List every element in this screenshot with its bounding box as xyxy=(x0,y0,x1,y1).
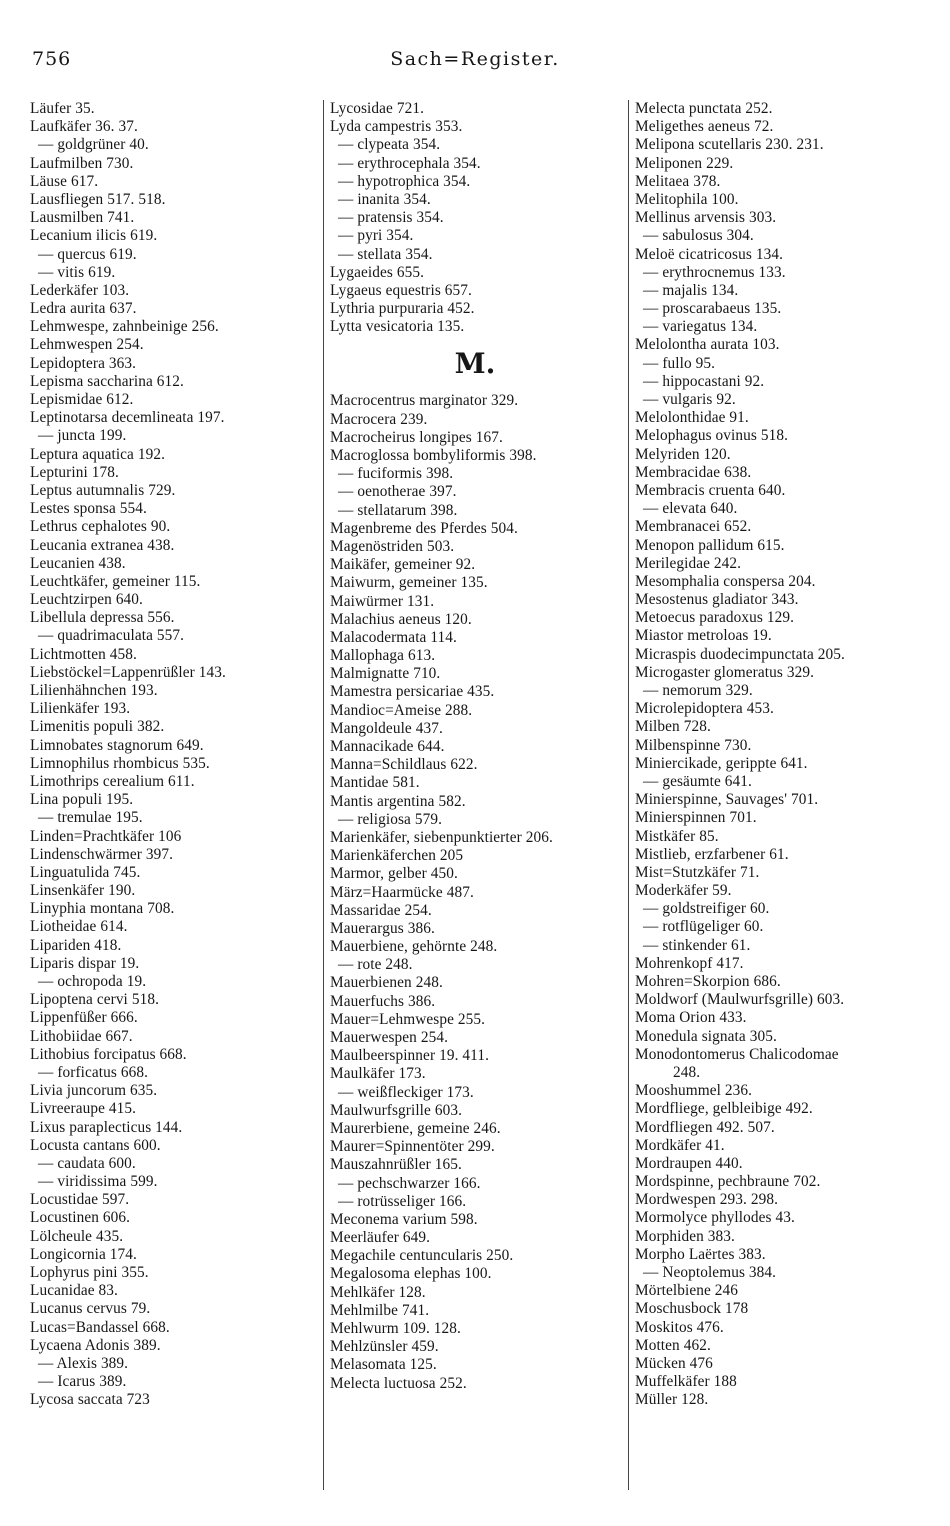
index-entry: — fuciformis 398. xyxy=(338,465,454,483)
index-entry: Milbenspinne 730. xyxy=(635,736,752,754)
index-entry: Magenöstriden 503. xyxy=(330,537,455,555)
index-entry: Leuchtkäfer, gemeiner 115. xyxy=(30,572,201,590)
index-entry: Lindenschwärmer 397. xyxy=(30,845,174,863)
index-entry: Leuchtzirpen 640. xyxy=(30,591,143,609)
index-entry: Muffelkäfer 188 xyxy=(635,1373,737,1391)
index-entry: Locusta cantans 600. xyxy=(30,1136,161,1154)
index-entry: Lestes sponsa 554. xyxy=(30,500,147,518)
index-entry: — vitis 619. xyxy=(38,263,116,281)
index-entry: — tremulae 195. xyxy=(38,809,143,827)
index-entry: — stellatarum 398. xyxy=(338,501,458,519)
index-entry: Locustinen 606. xyxy=(30,1209,131,1227)
index-entry: Lygaeus equestris 657. xyxy=(330,281,472,299)
index-entry: Morphiden 383. xyxy=(635,1227,735,1245)
index-entry: — gesäumte 641. xyxy=(643,772,752,790)
index-entry: Melitaea 378. xyxy=(635,172,721,190)
index-entry: Maulbeerspinner 19. 411. xyxy=(330,1047,490,1065)
index-entry: Lygaeides 655. xyxy=(330,263,425,281)
index-entry: Liparis dispar 19. xyxy=(30,954,140,972)
index-entry: Lytta vesicatoria 135. xyxy=(330,318,465,336)
index-column-1 xyxy=(30,100,330,1410)
index-entry: Lepidoptera 363. xyxy=(30,354,137,372)
index-entry: Lilienkäfer 193. xyxy=(30,700,131,718)
index-entry: Leptinotarsa decemlineata 197. xyxy=(30,409,225,427)
index-entry: Minierspinne, Sauvages' 701. xyxy=(635,791,819,809)
index-entry: Mordfliege, gelbleibige 492. xyxy=(635,1100,813,1118)
running-head: Sach=Register. xyxy=(390,48,560,70)
index-entry: — majalis 134. xyxy=(643,281,739,299)
index-entry: Lilienhähnchen 193. xyxy=(30,682,158,699)
index-entry: Mallophaga 613. xyxy=(330,647,436,665)
index-entry: Mamestra persicariae 435. xyxy=(330,683,495,701)
index-entry: Lederkäfer 103. xyxy=(30,281,130,299)
index-entry: Melecta luctuosa 252. xyxy=(330,1374,467,1392)
index-entry: Maikäfer, gemeiner 92. xyxy=(330,556,476,574)
index-entry: Lepismidae 612. xyxy=(30,391,134,408)
index-entry: — sabulosus 304. xyxy=(643,227,754,245)
index-entry: Maiwürmer 131. xyxy=(330,592,435,610)
index-entry: — Icarus 389. xyxy=(38,1373,127,1391)
index-entry: Membranacei 652. xyxy=(635,518,752,536)
index-entry: — fullo 95. xyxy=(643,354,716,372)
index-entry: Lepisma saccharina 612. xyxy=(30,372,184,390)
index-entry: Marienkäferchen 205 xyxy=(330,847,464,865)
index-entry: Lithobiidae 667. xyxy=(30,1027,133,1045)
index-entry: 248. xyxy=(673,1063,701,1081)
index-entry: Liebstöckel=Lappenrüßler 143. xyxy=(30,663,226,681)
index-entry: Mantis argentina 582. xyxy=(330,792,466,810)
index-entry: Lethrus cephalotes 90. xyxy=(30,518,171,536)
index-entry: Lucas=Bandassel 668. xyxy=(30,1318,170,1336)
index-entry: — Neoptolemus 384. xyxy=(643,1264,777,1281)
index-entry: Läufer 35. xyxy=(30,100,95,117)
index-entry: Membracidae 638. xyxy=(635,463,752,481)
index-entry: — erythrocnemus 133. xyxy=(643,263,786,281)
index-entry: Maiwurm, gemeiner 135. xyxy=(330,574,488,592)
index-entry: Meconema varium 598. xyxy=(330,1210,478,1228)
index-entry: — pyri 354. xyxy=(338,227,414,245)
index-entry: Membracis cruenta 640. xyxy=(635,481,786,499)
index-entry: Mauerbienen 248. xyxy=(330,974,443,992)
index-entry: Motten 462. xyxy=(635,1336,711,1354)
index-entry: Mauerbiene, gehörnte 248. xyxy=(330,938,498,956)
index-column-2 xyxy=(330,100,630,1393)
index-entry: — quercus 619. xyxy=(38,245,137,263)
index-entry: — rote 248. xyxy=(338,956,413,974)
index-entry: — vulgaris 92. xyxy=(643,391,736,408)
index-entry: — pratensis 354. xyxy=(338,209,444,227)
index-entry: Melolonthidae 91. xyxy=(635,409,749,427)
index-entry: — oenotherae 397. xyxy=(338,483,457,501)
index-entry: — stellata 354. xyxy=(338,245,433,263)
index-entry: — nemorum 329. xyxy=(643,682,753,699)
index-entry: Magenbreme des Pferdes 504. xyxy=(330,519,518,537)
index-entry: Marienkäfer, siebenpunktierter 206. xyxy=(330,828,553,846)
index-entry: Monodontomerus Chalicodomae xyxy=(635,1045,839,1063)
index-entry: Lixus paraplecticus 144. xyxy=(30,1118,183,1136)
index-entry: Mellinus arvensis 303. xyxy=(635,209,777,227)
index-entry: Ledra aurita 637. xyxy=(30,300,137,318)
index-entry: Limenitis populi 382. xyxy=(30,718,165,736)
index-entry: — proscarabaeus 135. xyxy=(643,300,782,318)
index-entry: März=Haarmücke 487. xyxy=(330,883,474,901)
index-entry: Lichtmotten 458. xyxy=(30,645,137,663)
index-entry: Mordspinne, pechbraune 702. xyxy=(635,1173,821,1191)
index-entry: Monedula signata 305. xyxy=(635,1027,777,1045)
index-entry: Lepturini 178. xyxy=(30,463,119,481)
index-entry: Mauer=Lehmwespe 255. xyxy=(330,1010,486,1028)
index-entry: Mauerargus 386. xyxy=(330,919,435,937)
index-entry: Melyriden 120. xyxy=(635,445,731,463)
index-entry: Macroglossa bombyliformis 398. xyxy=(330,447,537,464)
index-entry: Melitophila 100. xyxy=(635,190,739,208)
index-entry: Limothrips cerealium 611. xyxy=(30,772,195,790)
index-entry: Linsenkäfer 190. xyxy=(30,882,136,900)
index-entry: — elevata 640. xyxy=(643,500,738,518)
index-entry: Mangoldeule 437. xyxy=(330,719,443,737)
index-entry: Liotheidae 614. xyxy=(30,918,128,936)
index-entry: Menopon pallidum 615. xyxy=(635,536,785,554)
index-entry: Megachile centuncularis 250. xyxy=(330,1247,514,1265)
index-entry: Mordraupen 440. xyxy=(635,1154,743,1172)
index-entry: Longicornia 174. xyxy=(30,1245,137,1263)
index-entry: Massaridae 254. xyxy=(330,901,432,919)
index-entry: Maulwurfsgrille 603. xyxy=(330,1101,463,1119)
index-entry: Macrocheirus longipes 167. xyxy=(330,428,503,446)
index-entry: — pechschwarzer 166. xyxy=(338,1174,481,1192)
index-entry: Lipoptena cervi 518. xyxy=(30,991,160,1009)
index-entry: Lucanidae 83. xyxy=(30,1282,118,1300)
index-entry: — caudata 600. xyxy=(38,1154,136,1172)
index-entry: Mauerfuchs 386. xyxy=(330,992,436,1010)
index-entry: Lehmwespe, zahnbeinige 256. xyxy=(30,318,219,336)
index-entry: Mesomphalia conspersa 204. xyxy=(635,572,816,590)
index-entry: Lecanium ilicis 619. xyxy=(30,227,158,245)
index-entry: Malacodermata 114. xyxy=(330,628,457,646)
index-entry: — goldstreifiger 60. xyxy=(643,900,770,918)
index-entry: Livia juncorum 635. xyxy=(30,1082,158,1100)
index-entry: — Alexis 389. xyxy=(38,1354,129,1372)
index-entry: Mordfliegen 492. 507. xyxy=(635,1118,775,1136)
index-entry: Merilegidae 242. xyxy=(635,554,742,572)
index-entry: Lölcheule 435. xyxy=(30,1227,124,1245)
index-entry: Lithobius forcipatus 668. xyxy=(30,1045,187,1063)
index-entry: Mauerwespen 254. xyxy=(330,1029,448,1046)
index-entry: Malmignatte 710. xyxy=(330,665,441,683)
index-entry: Mauszahnrüßler 165. xyxy=(330,1156,462,1174)
index-entry: Mist=Stutzkäfer 71. xyxy=(635,863,760,881)
index-entry: Maulkäfer 173. xyxy=(330,1065,426,1083)
index-entry: Leucanien 438. xyxy=(30,554,126,572)
index-entry: — viridissima 599. xyxy=(38,1173,158,1191)
index-entry: Moldworf (Maulwurfsgrille) 603. xyxy=(635,991,845,1009)
index-entry: Locustidae 597. xyxy=(30,1191,130,1209)
index-entry: Linguatulida 745. xyxy=(30,863,141,881)
section-letter-heading: M. xyxy=(454,347,496,381)
index-entry: Lyda campestris 353. xyxy=(330,118,463,136)
index-entry: Lycaena Adonis 389. xyxy=(30,1336,161,1354)
index-entry: Mandioc=Ameise 288. xyxy=(330,701,473,719)
index-entry: Mantidae 581. xyxy=(330,774,420,792)
index-column-3 xyxy=(635,100,940,1410)
index-entry: Limnobates stagnorum 649. xyxy=(30,736,204,754)
index-entry: Manna=Schildlaus 622. xyxy=(330,756,478,774)
index-entry: Meerläufer 649. xyxy=(330,1229,431,1247)
page-number: 756 xyxy=(32,48,72,70)
index-entry: Minierspinnen 701. xyxy=(635,809,757,827)
index-entry: Lausmilben 741. xyxy=(30,209,135,227)
index-entry: Mohrenkopf 417. xyxy=(635,954,744,972)
index-entry: — stinkender 61. xyxy=(643,936,751,954)
index-entry: Microlepidoptera 453. xyxy=(635,700,774,718)
index-entry: Melasomata 125. xyxy=(330,1356,437,1374)
index-entry: Limnophilus rhombicus 535. xyxy=(30,754,210,772)
index-entry: Moderkäfer 59. xyxy=(635,882,732,900)
index-entry: Melolontha aurata 103. xyxy=(635,336,780,354)
index-entry: — juncta 199. xyxy=(38,427,127,445)
index-entry: Marmor, gelber 450. xyxy=(330,865,458,883)
index-entry: Meliponen 229. xyxy=(635,154,734,172)
index-entry: Linyphia montana 708. xyxy=(30,900,175,918)
page-header xyxy=(0,48,950,78)
index-entry: Mehlmilbe 741. xyxy=(330,1301,430,1319)
index-entry: Libellula depressa 556. xyxy=(30,609,175,627)
index-entry: Meligethes aeneus 72. xyxy=(635,118,774,136)
index-entry: Mehlwurm 109. 128. xyxy=(330,1320,461,1337)
index-entry: Lucanus cervus 79. xyxy=(30,1300,151,1318)
index-entry: — quadrimaculata 557. xyxy=(38,627,185,645)
index-entry: Lycosidae 721. xyxy=(330,100,425,117)
index-entry: Lehmwespen 254. xyxy=(30,336,144,354)
index-entry: Miniercikade, gerippte 641. xyxy=(635,754,808,772)
index-entry: Leucania extranea 438. xyxy=(30,536,175,554)
index-entry: Mordwespen 293. 298. xyxy=(635,1191,779,1209)
index-entry: Mohren=Skorpion 686. xyxy=(635,973,781,990)
index-entry: Lophyrus pini 355. xyxy=(30,1264,149,1281)
index-entry: Melipona scutellaris 230. 231. xyxy=(635,136,824,154)
index-entry: Meloë cicatricosus 134. xyxy=(635,245,784,263)
index-entry: Lipariden 418. xyxy=(30,936,122,954)
index-entry: — ochropoda 19. xyxy=(38,973,147,990)
index-entry: Laufmilben 730. xyxy=(30,154,134,172)
index-entry: Lythria purpuraria 452. xyxy=(330,300,475,318)
index-entry: Moskitos 476. xyxy=(635,1318,724,1336)
index-entry: Melophagus ovinus 518. xyxy=(635,427,789,445)
index-entry: Läuse 617. xyxy=(30,172,99,190)
index-entry: Metoecus paradoxus 129. xyxy=(635,609,795,627)
index-entry: Lina populi 195. xyxy=(30,791,134,809)
index-entry: Lausfliegen 517. 518. xyxy=(30,190,166,208)
index-entry: Microgaster glomeratus 329. xyxy=(635,663,814,681)
index-entry: Mannacikade 644. xyxy=(330,738,445,755)
index-entry: Lippenfüßer 666. xyxy=(30,1009,138,1027)
index-entry: Milben 728. xyxy=(635,718,711,736)
index-entry: Micraspis duodecimpunctata 205. xyxy=(635,645,845,663)
index-entry: Mordkäfer 41. xyxy=(635,1136,725,1154)
index-entry: — variegatus 134. xyxy=(643,318,758,336)
index-entry: — rotflügeliger 60. xyxy=(643,918,764,936)
index-entry: Maurer=Spinnentöter 299. xyxy=(330,1138,495,1156)
index-entry: — forficatus 668. xyxy=(38,1063,149,1081)
index-entry: Mesostenus gladiator 343. xyxy=(635,591,799,609)
index-entry: Mücken 476 xyxy=(635,1354,713,1372)
index-entry: — erythrocephala 354. xyxy=(338,154,481,172)
index-entry: Mistlieb, erzfarbener 61. xyxy=(635,845,789,863)
index-entry: Mormolyce phyllodes 43. xyxy=(635,1209,795,1227)
index-entry: Maurerbiene, gemeine 246. xyxy=(330,1119,501,1137)
index-entry: — hypotrophica 354. xyxy=(338,172,471,190)
index-entry: — clypeata 354. xyxy=(338,136,441,154)
index-entry: Mörtelbiene 246 xyxy=(635,1282,739,1300)
index-entry: — goldgrüner 40. xyxy=(38,136,149,154)
index-entry: Linden=Prachtkäfer 106 xyxy=(30,827,182,845)
index-entry: — religiosa 579. xyxy=(338,810,442,828)
index-entry: Laufkäfer 36. 37. xyxy=(30,118,138,136)
index-entry: Morpho Laërtes 383. xyxy=(635,1245,766,1263)
index-entry: — inanita 354. xyxy=(338,190,431,208)
index-entry: Moschusbock 178 xyxy=(635,1300,749,1318)
index-entry: Mehlzünsler 459. xyxy=(330,1338,439,1356)
index-entry: — rotrüsseliger 166. xyxy=(338,1192,467,1210)
index-entry: Melecta punctata 252. xyxy=(635,100,773,117)
index-entry: Mehlkäfer 128. xyxy=(330,1283,426,1301)
index-entry: Mooshummel 236. xyxy=(635,1082,753,1100)
index-entry: Leptura aquatica 192. xyxy=(30,445,166,463)
index-entry: Leptus autumnalis 729. xyxy=(30,481,176,499)
index-entry: — hippocastani 92. xyxy=(643,372,765,390)
index-entry: Müller 128. xyxy=(635,1391,709,1409)
index-entry: Moma Orion 433. xyxy=(635,1009,747,1027)
index-entry: Lycosa saccata 723 xyxy=(30,1391,150,1409)
index-entry: Miastor metroloas 19. xyxy=(635,627,772,645)
index-entry: Livreeraupe 415. xyxy=(30,1100,137,1118)
index-entry: Megalosoma elephas 100. xyxy=(330,1265,492,1283)
index-entry: Macrocera 239. xyxy=(330,410,428,428)
index-entry: Malachius aeneus 120. xyxy=(330,610,472,628)
index-entry: — weißfleckiger 173. xyxy=(338,1083,474,1101)
index-entry: Macrocentrus marginator 329. xyxy=(330,392,519,410)
index-entry: Mistkäfer 85. xyxy=(635,827,719,845)
